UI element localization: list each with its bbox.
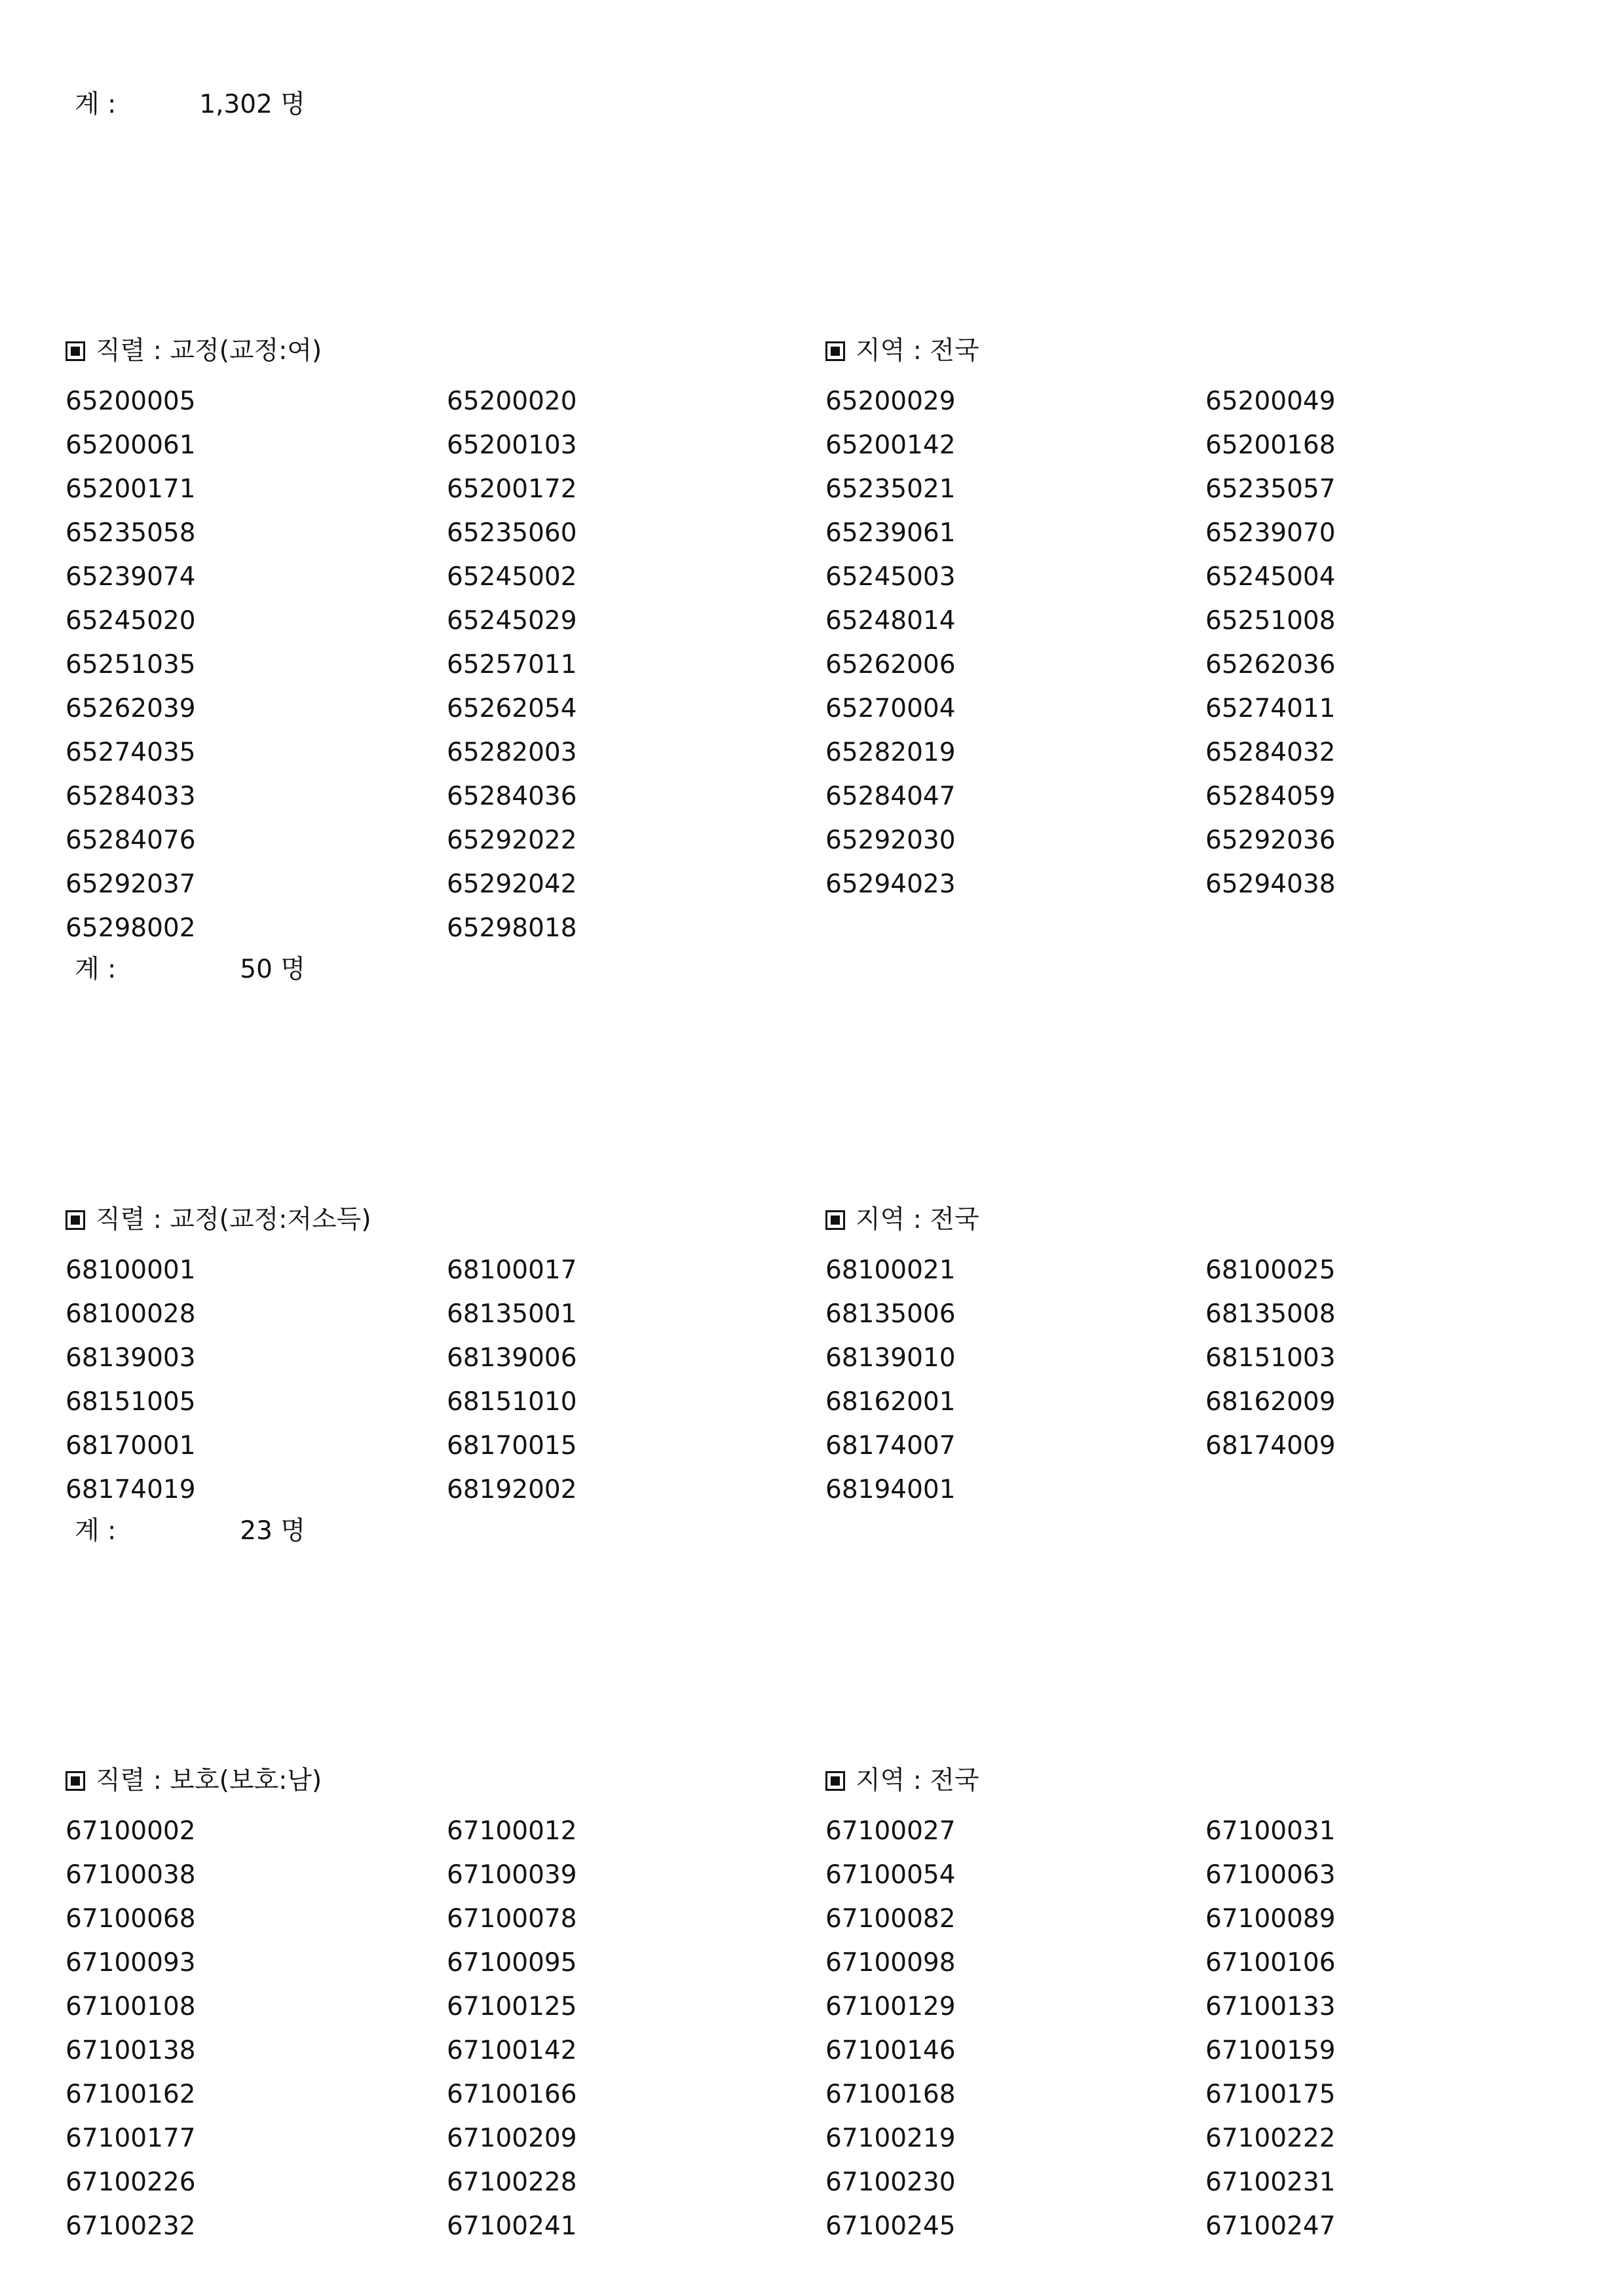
- number-cell: 68162009: [1205, 1387, 1336, 1417]
- number-cell: 65294023: [825, 870, 956, 899]
- section-region: 지역 : 전국: [856, 336, 979, 366]
- number-cell: 65251008: [1205, 606, 1336, 636]
- number-cell: 65235057: [1205, 474, 1336, 504]
- section-header: [66, 332, 1336, 371]
- number-cell: 65274011: [1205, 694, 1336, 723]
- number-cell: 65294038: [1205, 870, 1336, 899]
- number-cell: 65245002: [447, 562, 577, 592]
- number-cell: 67100209: [447, 2124, 577, 2153]
- number-cell: 65262036: [1205, 650, 1336, 679]
- number-cell: 65282019: [825, 738, 956, 767]
- number-cell: 65270004: [825, 694, 956, 723]
- number-cell: 68139006: [447, 1343, 577, 1373]
- number-cell: 67100054: [825, 1860, 956, 1890]
- number-cell: 67100108: [66, 1992, 196, 2021]
- number-cell: 65251035: [66, 650, 196, 679]
- number-cell: 65235060: [447, 518, 577, 548]
- number-cell: 65235058: [66, 518, 196, 548]
- number-cell: 67100222: [1205, 2124, 1336, 2153]
- total-label: 계 :: [75, 90, 117, 119]
- number-cell: 68139010: [825, 1343, 956, 1373]
- number-cell: 68170015: [447, 1431, 577, 1461]
- number-cell: 67100177: [66, 2124, 196, 2153]
- number-cell: 65200020: [447, 387, 577, 416]
- section-2: [66, 1200, 1336, 1551]
- number-cell: 65292022: [447, 826, 577, 855]
- number-cell: 65248014: [825, 606, 956, 636]
- number-cell: 65298002: [66, 913, 196, 943]
- filled-square-icon: [66, 1771, 85, 1791]
- number-cell: 65282003: [447, 738, 577, 767]
- number-cell: 67100241: [447, 2211, 577, 2241]
- number-cell: 67100129: [825, 1992, 956, 2021]
- number-cell: 68151003: [1205, 1343, 1336, 1373]
- total-value: 1,302 명: [199, 90, 305, 119]
- number-cell: 67100031: [1205, 1816, 1336, 1846]
- section-title: 직렬 : 교정(교정:저소득): [96, 1205, 371, 1234]
- number-cell: 67100159: [1205, 2036, 1336, 2065]
- grand-total-line: [75, 85, 305, 124]
- number-cell: 67100231: [1205, 2168, 1336, 2197]
- number-cell: 67100027: [825, 1816, 956, 1846]
- number-cell: 68139003: [66, 1343, 196, 1373]
- number-cell: 65284032: [1205, 738, 1336, 767]
- number-cell: 65200172: [447, 474, 577, 504]
- number-cell: 67100230: [825, 2168, 956, 2197]
- number-cell: 67100089: [1205, 1904, 1336, 1934]
- number-cell: 68194001: [825, 1475, 956, 1504]
- number-cell: 67100245: [825, 2211, 956, 2241]
- number-cell: 65200171: [66, 474, 196, 504]
- section-1: [66, 332, 1336, 989]
- number-cell: 67100228: [447, 2168, 577, 2197]
- number-cell: 68151005: [66, 1387, 196, 1417]
- number-cell: 67100168: [825, 2080, 956, 2109]
- number-cell: 67100082: [825, 1904, 956, 1934]
- number-cell: 68100028: [66, 1299, 196, 1329]
- number-cell: 65257011: [447, 650, 577, 679]
- number-cell: 67100068: [66, 1904, 196, 1934]
- number-cell: 65239074: [66, 562, 196, 592]
- number-cell: 65200061: [66, 430, 196, 460]
- number-cell: 65245003: [825, 562, 956, 592]
- section-title: 직렬 : 교정(교정:여): [96, 336, 322, 366]
- number-cell: 65235021: [825, 474, 956, 504]
- section-total-line: [75, 950, 305, 989]
- number-cell: 68100001: [66, 1255, 196, 1285]
- section-header: [66, 1761, 1336, 1801]
- total-label: 계 :: [75, 1516, 117, 1546]
- number-cell: 68135008: [1205, 1299, 1336, 1329]
- number-cell: 68151010: [447, 1387, 577, 1417]
- number-cell: 67100146: [825, 2036, 956, 2065]
- number-cell: 68135006: [825, 1299, 956, 1329]
- number-cell: 67100098: [825, 1948, 956, 1978]
- number-cell: 65284076: [66, 826, 196, 855]
- number-cell: 67100232: [66, 2211, 196, 2241]
- number-cell: 65292030: [825, 826, 956, 855]
- number-cell: 67100247: [1205, 2211, 1336, 2241]
- filled-square-icon: [66, 341, 85, 361]
- total-label: 계 :: [75, 955, 117, 984]
- number-cell: 68174007: [825, 1431, 956, 1461]
- number-cell: 68174019: [66, 1475, 196, 1504]
- section-3: [66, 1761, 1336, 2248]
- number-cell: 67100106: [1205, 1948, 1336, 1978]
- number-cell: 67100039: [447, 1860, 577, 1890]
- number-cell: 67100226: [66, 2168, 196, 2197]
- number-cell: 65200168: [1205, 430, 1336, 460]
- filled-square-icon: [825, 341, 845, 361]
- number-cell: 65262054: [447, 694, 577, 723]
- number-cell: 65200142: [825, 430, 956, 460]
- number-cell: 65245029: [447, 606, 577, 636]
- number-cell: 67100142: [447, 2036, 577, 2065]
- number-cell: 68174009: [1205, 1431, 1336, 1461]
- number-cell: 67100162: [66, 2080, 196, 2109]
- number-cell: 65292036: [1205, 826, 1336, 855]
- number-cell: 65239061: [825, 518, 956, 548]
- section-header: [66, 1200, 1336, 1240]
- number-cell: 65284036: [447, 782, 577, 811]
- number-cell: 67100133: [1205, 1992, 1336, 2021]
- number-cell: 65245020: [66, 606, 196, 636]
- number-cell: 65200103: [447, 430, 577, 460]
- number-cell: 65262039: [66, 694, 196, 723]
- number-grid: [66, 379, 1336, 950]
- number-cell: 67100093: [66, 1948, 196, 1978]
- number-cell: 67100166: [447, 2080, 577, 2109]
- number-cell: 68100017: [447, 1255, 577, 1285]
- number-cell: 65200049: [1205, 387, 1336, 416]
- number-cell: 67100078: [447, 1904, 577, 1934]
- section-total-line: [75, 1512, 305, 1551]
- number-cell: 65274035: [66, 738, 196, 767]
- number-cell: 65239070: [1205, 518, 1336, 548]
- filled-square-icon: [66, 1210, 85, 1230]
- filled-square-icon: [825, 1210, 845, 1230]
- total-value: 50 명: [240, 955, 305, 984]
- number-cell: 67100095: [447, 1948, 577, 1978]
- total-value: 23 명: [240, 1516, 305, 1546]
- number-cell: 68170001: [66, 1431, 196, 1461]
- number-cell: 65292037: [66, 870, 196, 899]
- number-cell: 67100219: [825, 2124, 956, 2153]
- number-cell: 68100021: [825, 1255, 956, 1285]
- number-grid: [66, 1248, 1336, 1512]
- number-cell: 67100038: [66, 1860, 196, 1890]
- number-cell: 67100002: [66, 1816, 196, 1846]
- number-cell: 68100025: [1205, 1255, 1336, 1285]
- section-title: 직렬 : 보호(보호:남): [96, 1766, 322, 1795]
- number-cell: 67100063: [1205, 1860, 1336, 1890]
- number-cell: 65262006: [825, 650, 956, 679]
- number-cell: 65284033: [66, 782, 196, 811]
- number-cell: 68135001: [447, 1299, 577, 1329]
- number-cell: 65292042: [447, 870, 577, 899]
- number-cell: 67100175: [1205, 2080, 1336, 2109]
- number-cell: 65298018: [447, 913, 577, 943]
- number-grid: [66, 1809, 1336, 2248]
- number-cell: 65245004: [1205, 562, 1336, 592]
- section-region: 지역 : 전국: [856, 1766, 979, 1795]
- number-cell: 65284059: [1205, 782, 1336, 811]
- number-cell: 67100138: [66, 2036, 196, 2065]
- number-cell: 68162001: [825, 1387, 956, 1417]
- number-cell: 65200005: [66, 387, 196, 416]
- number-cell: 67100125: [447, 1992, 577, 2021]
- number-cell: 65284047: [825, 782, 956, 811]
- number-cell: 65200029: [825, 387, 956, 416]
- section-region: 지역 : 전국: [856, 1205, 979, 1234]
- number-cell: 68192002: [447, 1475, 577, 1504]
- filled-square-icon: [825, 1771, 845, 1791]
- number-cell: 67100012: [447, 1816, 577, 1846]
